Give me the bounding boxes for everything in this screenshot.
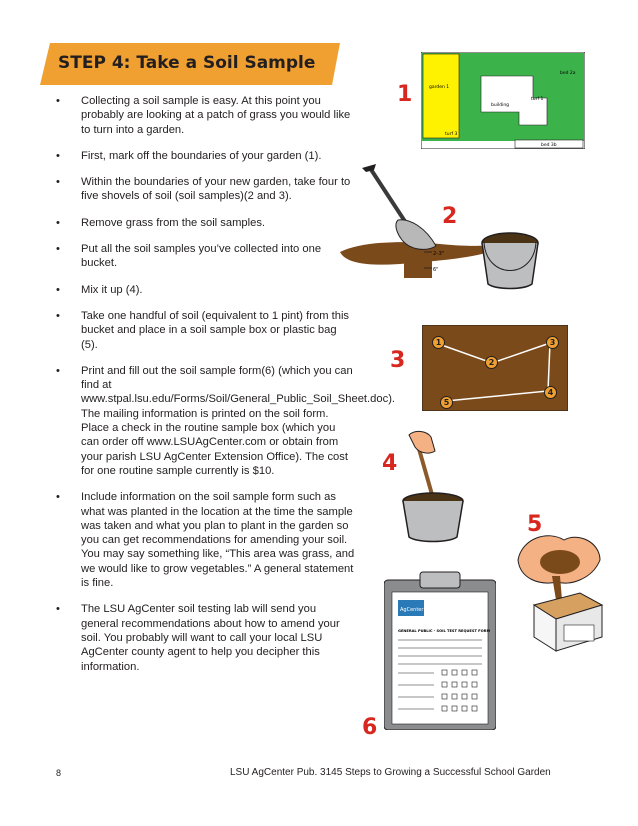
bullet-mark: • [56,95,60,107]
step-number-2: 2 [442,204,458,229]
sample-point-5: 5 [440,396,453,409]
list-item: • First, mark off the boundaries of your garden (1). [56,149,322,162]
step-number-3: 3 [390,348,406,373]
list-item: • Put all the soil samples you’ve collected into one bucket. [56,243,322,270]
sample-point-4: 4 [544,386,557,399]
map-label-bed-3b: bed 3b [541,143,557,148]
list-item: • Include information on the soil sample form such as what was planted in the location at the time the sample was taken and what you plan to plant in the garden so you can get recommendations for amending your soil. You may say something like, “This area was grass, and we would like to grow vegetables.” A general statement is fine. [56,491,355,590]
depth-label-1: 2–3" [433,251,445,257]
form-title: GENERAL PUBLIC - SOIL TEST REQUEST FORM [398,629,491,633]
bullet-mark: • [56,216,60,229]
step-label: STEP 4: [58,53,131,73]
map-label-bed-2a: bed 2a [560,71,576,76]
bullet-mark: • [56,176,60,189]
bullet-mark: • [56,603,60,616]
soil-form-clipboard [384,570,496,730]
bullet-mark: • [56,283,60,296]
sample-point-2: 2 [485,356,498,369]
list-item: • Mix it up (4). [56,283,143,296]
sample-point-1: 1 [432,336,445,349]
instruction-list [56,94,396,686]
sample-point-3: 3 [546,336,559,349]
map-label-turf-3: turf 3 [445,132,458,137]
form-logo: AgCenter [400,607,424,613]
map-label-garden-1: garden 1 [429,85,450,90]
shovel-bucket-illustration [340,160,560,295]
mixing-bucket-illustration [395,425,475,545]
page-title [58,53,315,73]
list-item: • Within the boundaries of your new garden, take four to five shovels of soil (soil samples)(2 and 3). [56,176,351,203]
footer-text: LSU AgCenter Pub. 3145 Steps to Growing a Successful School Garden [230,767,551,778]
list-item: • Remove grass from the soil samples. [56,216,266,229]
bullet-mark: • [56,491,60,504]
step-number-4: 4 [382,451,398,476]
list-item: • Take one handful of soil (equivalent to 1 pint) from this bucket and place in a soil sample box or plastic bag (5). [56,309,350,351]
map-label-turf-1: turf 1 [531,97,544,102]
list-item: • Print and fill out the soil sample form(6) (which you can find at www.stpal.lsu.edu/Forms/Soil/General_Public_Soil_Sheet.doc). The mailing information is printed on the soil form. Place a check in the routine sample box (which you can order off www.LSUAgCenter.com or obtain from your parish LSU AgCenter Extension Office). The cost for one routine sample currently is $10. [56,364,396,477]
step-number-1: 1 [397,82,413,107]
step-number-5: 5 [527,512,543,537]
list-item: • The LSU AgCenter soil testing lab will send you general recommendations about how to amend your soil. You probably will want to call your local LSU AgCenter county agent to help you decipher this information. [56,603,340,673]
step-number-6: 6 [362,715,378,740]
bullet-mark: • [56,309,60,322]
depth-label-2: 6" [433,267,439,273]
list-item: • Collecting a soil sample is easy. At this point you probably are looking at a patch of grass you would like to turn into a garden. [56,95,351,136]
map-label-building: building [491,103,510,108]
page-number: 8 [56,768,62,778]
garden-map-illustration [421,52,585,149]
bullet-mark: • [56,149,60,162]
soil-box-illustration [520,575,610,655]
step-title: Take a Soil Sample [136,53,316,73]
bullet-mark: • [56,243,60,256]
bullet-mark: • [56,364,60,377]
